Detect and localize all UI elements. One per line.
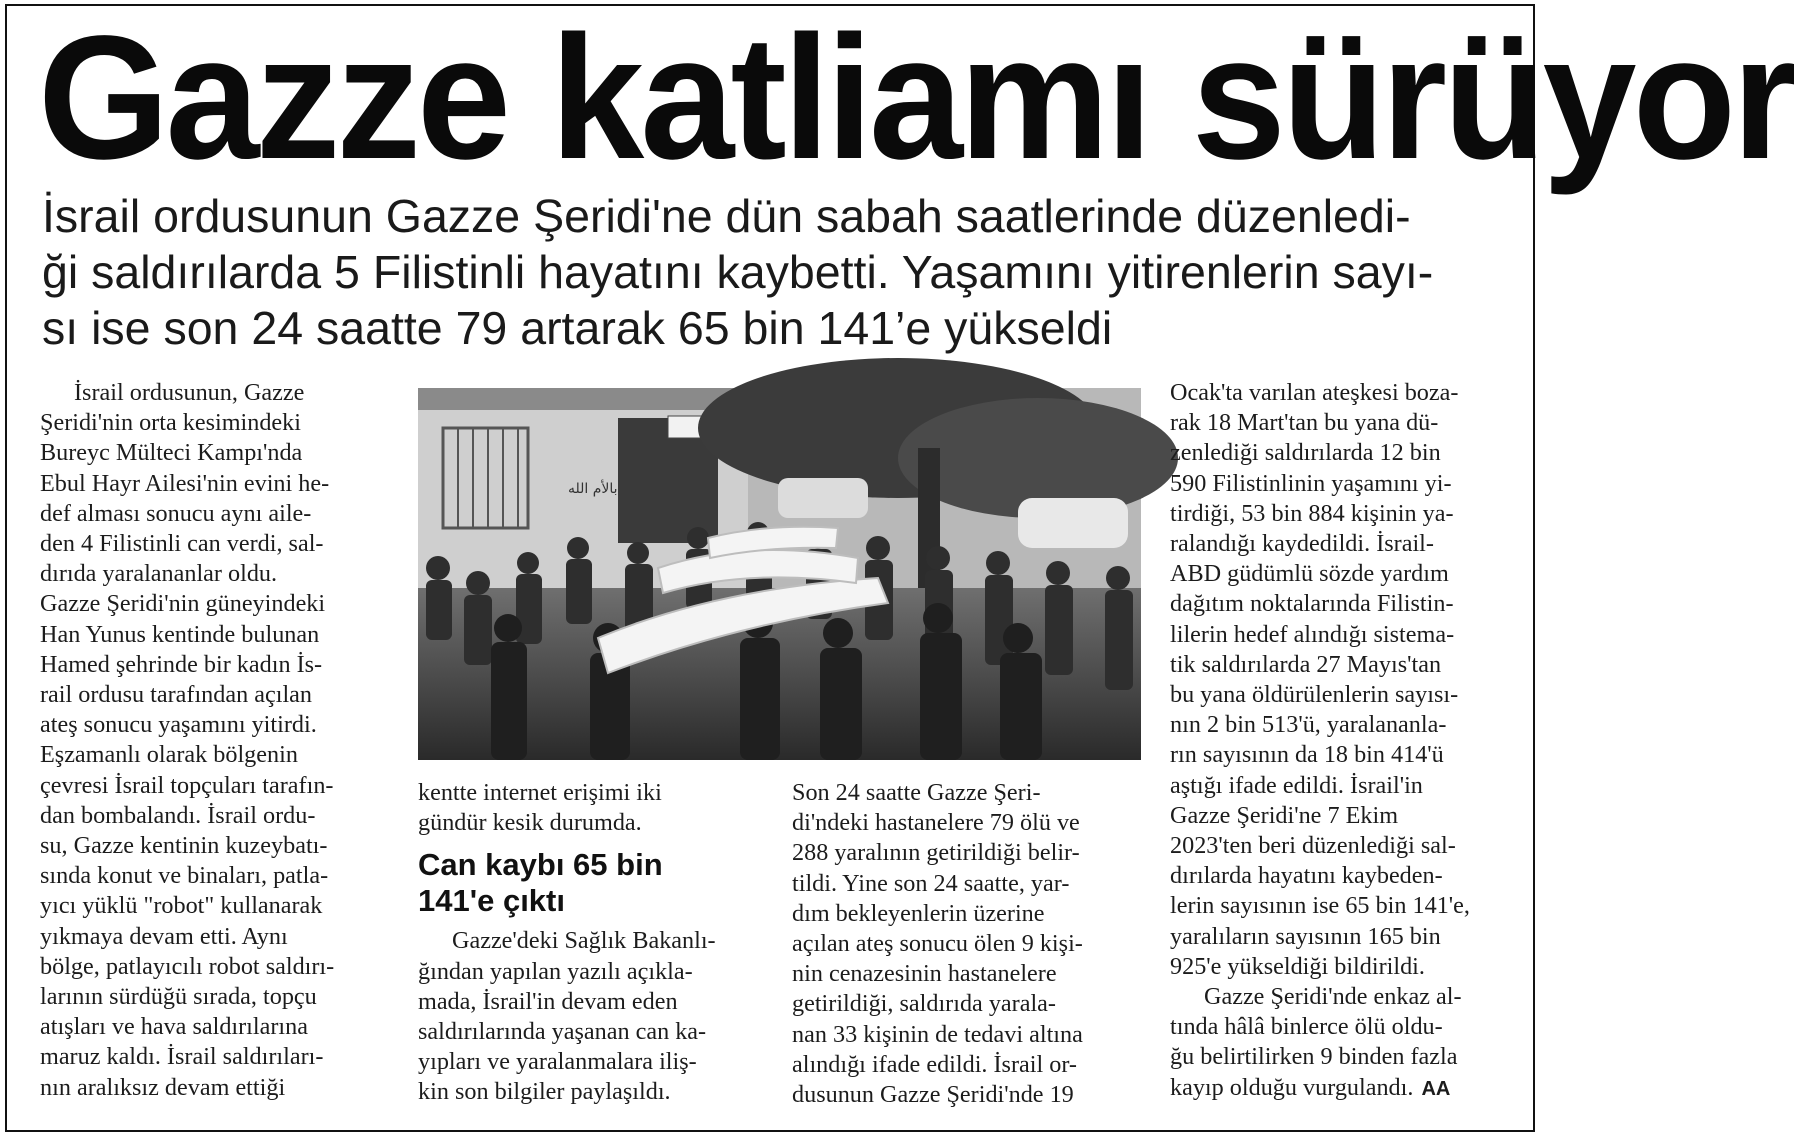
body-line: tirdiği, 53 bin 884 kişinin ya-: [1170, 499, 1454, 527]
body-line: Gazze'deki Sağlık Bakanlı-: [452, 927, 716, 955]
body-line: Hamed şehrinde bir kadın İs-: [40, 650, 323, 678]
news-photo: [418, 388, 1141, 760]
body-line: rail ordusu tarafından açılan: [40, 681, 312, 709]
body-line: su, Gazze kentinin kuzeybatı-: [40, 832, 328, 860]
body-line: kentte internet erişimi iki: [418, 779, 662, 806]
body-line: tik saldırılarda 27 Mayıs'tan: [1170, 650, 1442, 678]
column-2: [418, 778, 763, 1108]
body-line: İsrail ordusunun, Gazze: [74, 379, 305, 406]
body-line: yıcı yüklü "robot" kullanarak: [40, 892, 323, 920]
body-line: yıpları ve yaralanmalara iliş-: [418, 1048, 697, 1076]
body-line: bölge, patlayıcılı robot saldırı-: [40, 952, 335, 980]
body-line: bu yana öldürülenlerin sayısı-: [1170, 681, 1459, 709]
body-line: Gazze Şeridi'ne 7 Ekim: [1170, 801, 1399, 829]
body-line: açılan ateş sonucu ölen 9 kişi-: [792, 930, 1083, 958]
column-4: [1170, 378, 1515, 1104]
body-line: def alması sonucu aynı aile-: [40, 499, 312, 527]
body-line: dırıda yaralananlar oldu.: [40, 560, 278, 588]
body-line: ralandığı kaydedildi. İsrail-: [1170, 530, 1434, 558]
body-line: maruz kaldı. İsrail saldırıları-: [40, 1043, 324, 1071]
spot-line: sı ise son 24 saatte 79 artarak 65 bin 141’e yükseldi: [42, 302, 1113, 354]
body-line: Son 24 saatte Gazze Şeri-: [792, 779, 1041, 806]
column-3: [792, 778, 1152, 1110]
body-line: kayıp olduğu vurgulandı.: [1170, 1073, 1414, 1101]
body-line: 2023'ten beri düzenlediği sal-: [1170, 832, 1456, 860]
column-1: [40, 378, 390, 1103]
body-line: di'ndeki hastanelere 79 ölü ve: [792, 809, 1080, 837]
body-line: Bureyc Mülteci Kampı'nda: [40, 439, 303, 467]
body-line: nan 33 kişinin de tedavi altına: [792, 1020, 1083, 1048]
body-line: atışları ve hava saldırılarına: [40, 1013, 308, 1041]
body-line: lilerin hedef alındığı sistema-: [1170, 620, 1455, 648]
headline: Gazze katliamı sürüyor: [38, 0, 1794, 196]
body-line: Şeridi'nin orta kesimindeki: [40, 409, 301, 437]
agency-credit: AA: [1421, 1077, 1451, 1100]
body-line: yıkmaya devam etti. Aynı: [40, 922, 288, 950]
body-line: saldırılarında yaşanan can ka-: [418, 1018, 707, 1046]
body-line: zenlediği saldırılarda 12 bin: [1170, 439, 1441, 467]
body-line: Han Yunus kentinde bulunan: [40, 620, 320, 648]
funeral-crowd-photo: [418, 388, 1141, 760]
body-line: nın 2 bin 513'ü, yaralananla-: [1170, 711, 1447, 739]
body-line: Gazze Şeridi'nde enkaz al-: [1204, 983, 1462, 1011]
body-line: 925'e yükseldiği bildirildi.: [1170, 952, 1425, 980]
body-line: aştığı ifade edildi. İsrail'in: [1170, 771, 1423, 799]
body-line: alındığı ifade edildi. İsrail or-: [792, 1050, 1077, 1078]
body-line: dım bekleyenlerin üzerine: [792, 899, 1045, 927]
body-line: nın aralıksız devam ettiği: [40, 1073, 286, 1101]
body-line: mada, İsrail'in devam eden: [418, 987, 678, 1015]
body-line-final: [1170, 1073, 1515, 1104]
body-line: den 4 Filistinli can verdi, sal-: [40, 530, 324, 558]
body-line: dağıtım noktalarında Filistin-: [1170, 590, 1454, 618]
body-line: dan bombalandı. İsrail ordu-: [40, 801, 316, 829]
body-line: çevresi İsrail topçuları tarafın-: [40, 771, 334, 799]
body-line: getirildiği, saldırıda yarala-: [792, 990, 1056, 1018]
body-line: Eşzamanlı olarak bölgenin: [40, 741, 298, 769]
body-line: gündür kesik durumda.: [418, 809, 642, 837]
body-line: 590 Filistinlinin yaşamını yi-: [1170, 469, 1452, 497]
wall-graffiti: بالأم الله: [568, 481, 618, 497]
body-line: ğu belirtilirken 9 binden fazla: [1170, 1043, 1458, 1071]
spot-line: İsrail ordusunun Gazze Şeridi'ne dün sabah saatlerinde düzenledi-: [42, 190, 1411, 242]
subheading: [418, 847, 763, 919]
body-line: Ocak'ta varılan ateşkesi boza-: [1170, 379, 1459, 406]
body-line: lerin sayısının ise 65 bin 141'e,: [1170, 892, 1470, 920]
subheading-line: Can kaybı 65 bin: [418, 847, 663, 883]
body-line: tildi. Yine son 24 saatte, yar-: [792, 869, 1070, 897]
body-line: rın sayısının da 18 bin 414'ü: [1170, 741, 1444, 769]
body-line: ABD güdümlü sözde yardım: [1170, 560, 1449, 588]
body-line: 288 yaralının getirildiği belir-: [792, 839, 1080, 867]
body-line: rak 18 Mart'tan bu yana dü-: [1170, 409, 1439, 437]
body-line: yaralıların sayısının 165 bin: [1170, 922, 1441, 950]
body-line: dırılarda hayatını kaybeden-: [1170, 862, 1443, 890]
body-line: ateş sonucu yaşamını yitirdi.: [40, 711, 317, 739]
body-line: nin cenazesinin hastanelere: [792, 960, 1057, 988]
body-line: kin son bilgiler paylaşıldı.: [418, 1078, 671, 1106]
spot-line: ği saldırılarda 5 Filistinli hayatını kaybetti. Yaşamını yitirenlerin sayı-: [42, 246, 1434, 298]
body-line: larının sürdüğü sırada, topçu: [40, 983, 317, 1011]
body-line: Gazze Şeridi'nin güneyindeki: [40, 590, 326, 618]
body-line: tında hâlâ binlerce ölü oldu-: [1170, 1013, 1443, 1041]
subheading-line: 141'e çıktı: [418, 883, 565, 919]
body-line: sında konut ve binaları, patla-: [40, 862, 329, 890]
body-line: Ebul Hayr Ailesi'nin evini he-: [40, 469, 330, 497]
body-line: ğından yapılan yazılı açıkla-: [418, 957, 693, 985]
body-line: dusunun Gazze Şeridi'nde 19: [792, 1081, 1074, 1109]
spot-text: [42, 188, 1512, 356]
